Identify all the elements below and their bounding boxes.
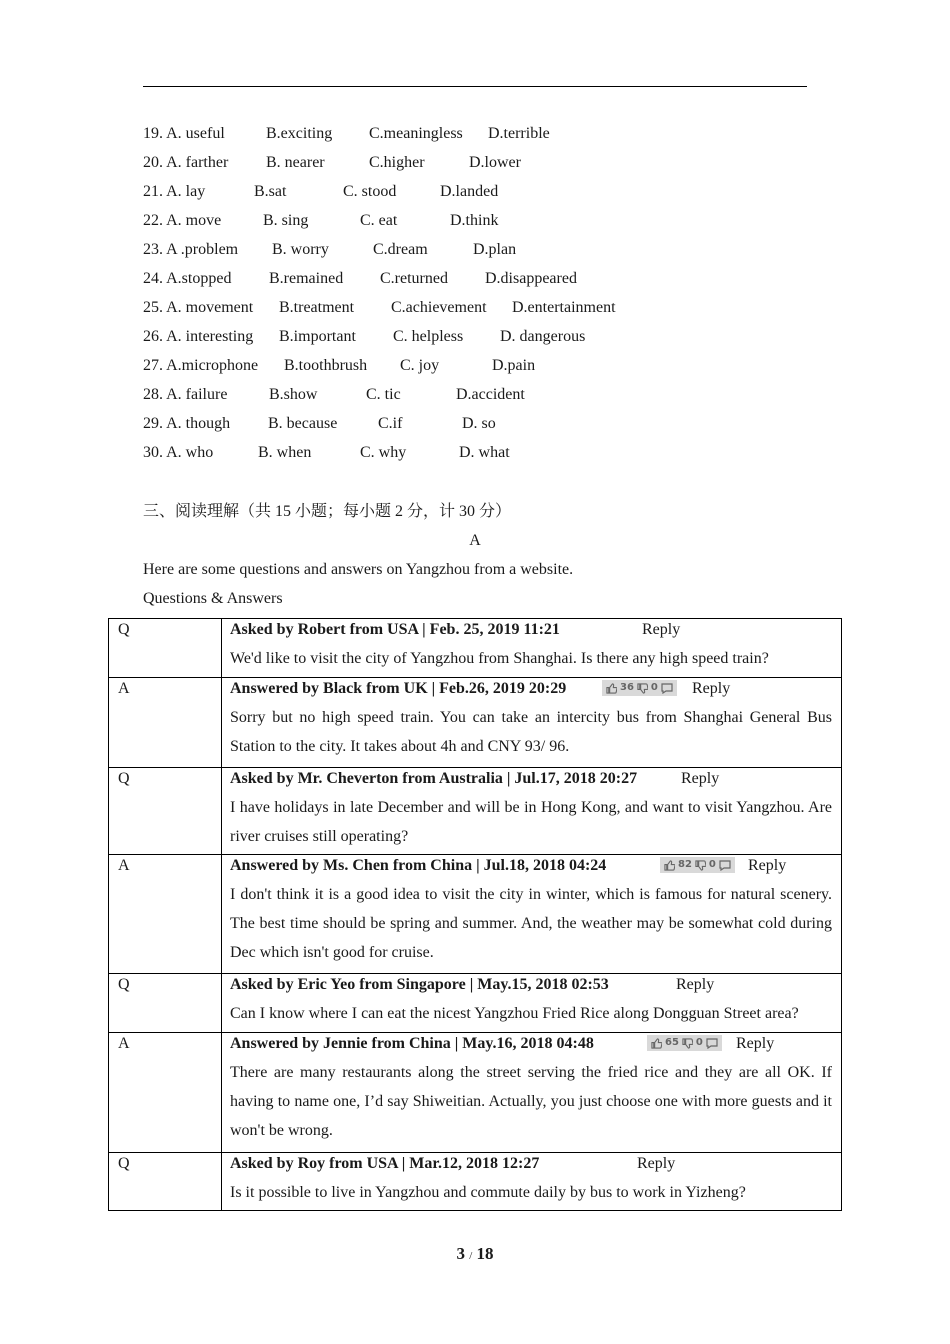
asked-by: Asked by Robert from USA | Feb. 25, 2019 11:21 xyxy=(230,621,560,638)
option-choice: 21. A. lay xyxy=(143,183,206,200)
question-text: Is it possible to live in Yangzhou and commute daily by bus to work in Yizheng? xyxy=(230,1184,746,1201)
thumbs-up-icon[interactable] xyxy=(664,860,675,871)
option-choice: 27. A.microphone xyxy=(143,357,259,374)
entry-body xyxy=(222,678,842,768)
option-row xyxy=(143,182,843,211)
question-row xyxy=(109,619,842,678)
section-heading: 三、阅读理解（共 15 小题；每小题 2 分，计 30 分） xyxy=(143,503,512,520)
thumbs-down-icon[interactable] xyxy=(695,860,706,871)
question-text: We'd like to visit the city of Yangzhou from Shanghai. Is there any high speed train? xyxy=(230,650,769,667)
answer-row xyxy=(109,1033,842,1153)
option-choice: 22. A. move xyxy=(143,212,222,229)
entry-type-label: Q xyxy=(109,619,222,678)
question-text: Can I know where I can eat the nicest Yangzhou Fried Rice along Dongguan Street area? xyxy=(230,1005,799,1022)
entry-header xyxy=(230,678,832,707)
option-choice: C. eat xyxy=(360,212,398,229)
option-choice: C. helpless xyxy=(393,328,464,345)
option-choice: B.show xyxy=(269,386,318,403)
dislike-count: 0 xyxy=(708,859,716,870)
option-choice: D. what xyxy=(459,444,510,461)
answer-text: Sorry but no high speed train. You can take an intercity bus from Shanghai General Bus Station to the city. It takes about 4h and CNY 93/ 96. xyxy=(230,709,832,755)
entry-type-label: Q xyxy=(109,768,222,855)
vote-badge xyxy=(647,1035,722,1051)
option-choice: D.think xyxy=(450,212,499,229)
option-row xyxy=(143,356,843,385)
answered-by: Answered by Black from UK | Feb.26, 2019 20:29 xyxy=(230,680,567,697)
thumbs-down-icon[interactable] xyxy=(637,683,648,694)
cloze-options-list xyxy=(143,124,843,472)
option-choice: B. when xyxy=(258,444,312,461)
entry-body xyxy=(222,855,842,974)
option-choice: C.meaningless xyxy=(369,125,463,142)
entry-body xyxy=(222,768,842,855)
option-row xyxy=(143,414,843,443)
answer-text: There are many restaurants along the street serving the fried rice and they are all OK. If having to name one, I’d say Shiweitian. Actually, you just choose one with more guests and it won't be wrong. xyxy=(230,1064,832,1139)
option-choice: B.important xyxy=(279,328,356,345)
question-row xyxy=(109,1153,842,1211)
option-choice: B.sat xyxy=(254,183,287,200)
option-choice: 20. A. farther xyxy=(143,154,229,171)
option-choice: 28. A. failure xyxy=(143,386,228,403)
thumbs-up-icon[interactable] xyxy=(651,1038,662,1049)
option-choice: C.returned xyxy=(380,270,448,287)
option-choice: B. nearer xyxy=(266,154,325,171)
option-row xyxy=(143,124,843,153)
option-choice: D.plan xyxy=(473,241,517,258)
option-row xyxy=(143,443,843,472)
entry-header xyxy=(230,1033,832,1062)
option-choice: C.achievement xyxy=(391,299,487,316)
option-choice: B.remained xyxy=(269,270,344,287)
option-choice: D.landed xyxy=(440,183,499,200)
answer-row xyxy=(109,678,842,768)
option-row xyxy=(143,211,843,240)
reply-link[interactable]: Reply xyxy=(676,976,715,993)
option-choice: 25. A. movement xyxy=(143,299,254,316)
option-row xyxy=(143,269,843,298)
answered-by: Answered by Jennie from China | May.16, 2018 04:48 xyxy=(230,1035,594,1052)
page-number xyxy=(0,1244,950,1264)
question-text: I have holidays in late December and will be in Hong Kong, and want to visit Yangzhou. Are river cruises still operating? xyxy=(230,799,832,845)
entry-type-label: A xyxy=(109,678,222,768)
option-choice: C. why xyxy=(360,444,407,461)
reply-link[interactable]: Reply xyxy=(748,857,787,874)
dislike-count: 0 xyxy=(695,1037,703,1048)
answer-text: I don't think it is a good idea to visit the city in winter, which is famous for natural scenery. The best time should be spring and summer. And, the weather may be somewhat cold during Dec which isn't good for cruise. xyxy=(230,886,832,961)
comment-icon[interactable] xyxy=(661,683,673,694)
option-choice: D.entertainment xyxy=(512,299,616,316)
option-choice: 26. A. interesting xyxy=(143,328,254,345)
asked-by: Asked by Eric Yeo from Singapore | May.15, 2018 02:53 xyxy=(230,976,609,993)
page-current: 3 xyxy=(456,1244,465,1263)
option-choice: 30. A. who xyxy=(143,444,214,461)
entry-body xyxy=(222,619,842,678)
option-choice: D.pain xyxy=(492,357,536,374)
entry-body xyxy=(222,1033,842,1153)
option-choice: D.terrible xyxy=(488,125,550,142)
option-choice: D.accident xyxy=(456,386,525,403)
option-row xyxy=(143,298,843,327)
vote-badge xyxy=(660,857,735,873)
entry-header xyxy=(230,974,832,1003)
answered-by: Answered by Ms. Chen from China | Jul.18, 2018 04:24 xyxy=(230,857,607,874)
reply-link[interactable]: Reply xyxy=(736,1035,775,1052)
entry-header xyxy=(230,1153,832,1182)
option-choice: B.exciting xyxy=(266,125,333,142)
header-rule xyxy=(143,86,807,87)
question-row xyxy=(109,768,842,855)
option-choice: D. dangerous xyxy=(500,328,586,345)
like-count: 82 xyxy=(678,859,692,870)
option-row xyxy=(143,153,843,182)
option-choice: C. stood xyxy=(343,183,397,200)
table-caption: Questions & Answers xyxy=(143,590,283,607)
page-total: 18 xyxy=(476,1244,494,1263)
reply-link[interactable]: Reply xyxy=(681,770,720,787)
option-choice: D. so xyxy=(462,415,496,432)
passage-letter: A xyxy=(469,532,481,549)
page-separator: / xyxy=(469,1250,473,1262)
option-choice: D.disappeared xyxy=(485,270,577,287)
option-choice: 19. A. useful xyxy=(143,125,225,142)
passage-intro: Here are some questions and answers on Yangzhou from a website. xyxy=(143,561,574,578)
option-choice: C.higher xyxy=(369,154,425,171)
qa-table xyxy=(108,618,842,1211)
option-choice: 23. A .problem xyxy=(143,241,239,258)
option-row xyxy=(143,240,843,269)
option-choice: 24. A.stopped xyxy=(143,270,232,287)
reply-link[interactable]: Reply xyxy=(642,621,681,638)
option-row xyxy=(143,385,843,414)
asked-by: Asked by Roy from USA | Mar.12, 2018 12:27 xyxy=(230,1155,540,1172)
option-choice: C. tic xyxy=(366,386,401,403)
thumbs-up-icon[interactable] xyxy=(606,683,617,694)
option-choice: B. sing xyxy=(263,212,309,229)
option-row xyxy=(143,327,843,356)
entry-type-label: Q xyxy=(109,974,222,1033)
option-choice: B.toothbrush xyxy=(284,357,368,374)
entry-header xyxy=(230,768,832,797)
entry-type-label: Q xyxy=(109,1153,222,1211)
option-choice: B. because xyxy=(268,415,338,432)
vote-badge xyxy=(602,680,677,696)
entry-header xyxy=(230,619,832,648)
reply-link[interactable]: Reply xyxy=(637,1155,676,1172)
entry-body xyxy=(222,1153,842,1211)
option-choice: C.dream xyxy=(373,241,428,258)
comment-icon[interactable] xyxy=(719,860,731,871)
question-row xyxy=(109,974,842,1033)
option-choice: D.lower xyxy=(469,154,521,171)
option-choice: B.treatment xyxy=(279,299,355,316)
answer-row xyxy=(109,855,842,974)
option-choice: C. joy xyxy=(400,357,440,374)
thumbs-down-icon[interactable] xyxy=(682,1038,693,1049)
option-choice: B. worry xyxy=(272,241,329,258)
dislike-count: 0 xyxy=(650,682,658,693)
entry-type-label: A xyxy=(109,855,222,974)
reply-link[interactable]: Reply xyxy=(692,680,731,697)
entry-body xyxy=(222,974,842,1033)
option-choice: C.if xyxy=(378,415,403,432)
entry-header xyxy=(230,855,832,884)
option-choice: 29. A. though xyxy=(143,415,231,432)
asked-by: Asked by Mr. Cheverton from Australia | Jul.17, 2018 20:27 xyxy=(230,770,638,787)
entry-type-label: A xyxy=(109,1033,222,1153)
like-count: 36 xyxy=(620,682,634,693)
comment-icon[interactable] xyxy=(706,1038,718,1049)
like-count: 65 xyxy=(665,1037,679,1048)
